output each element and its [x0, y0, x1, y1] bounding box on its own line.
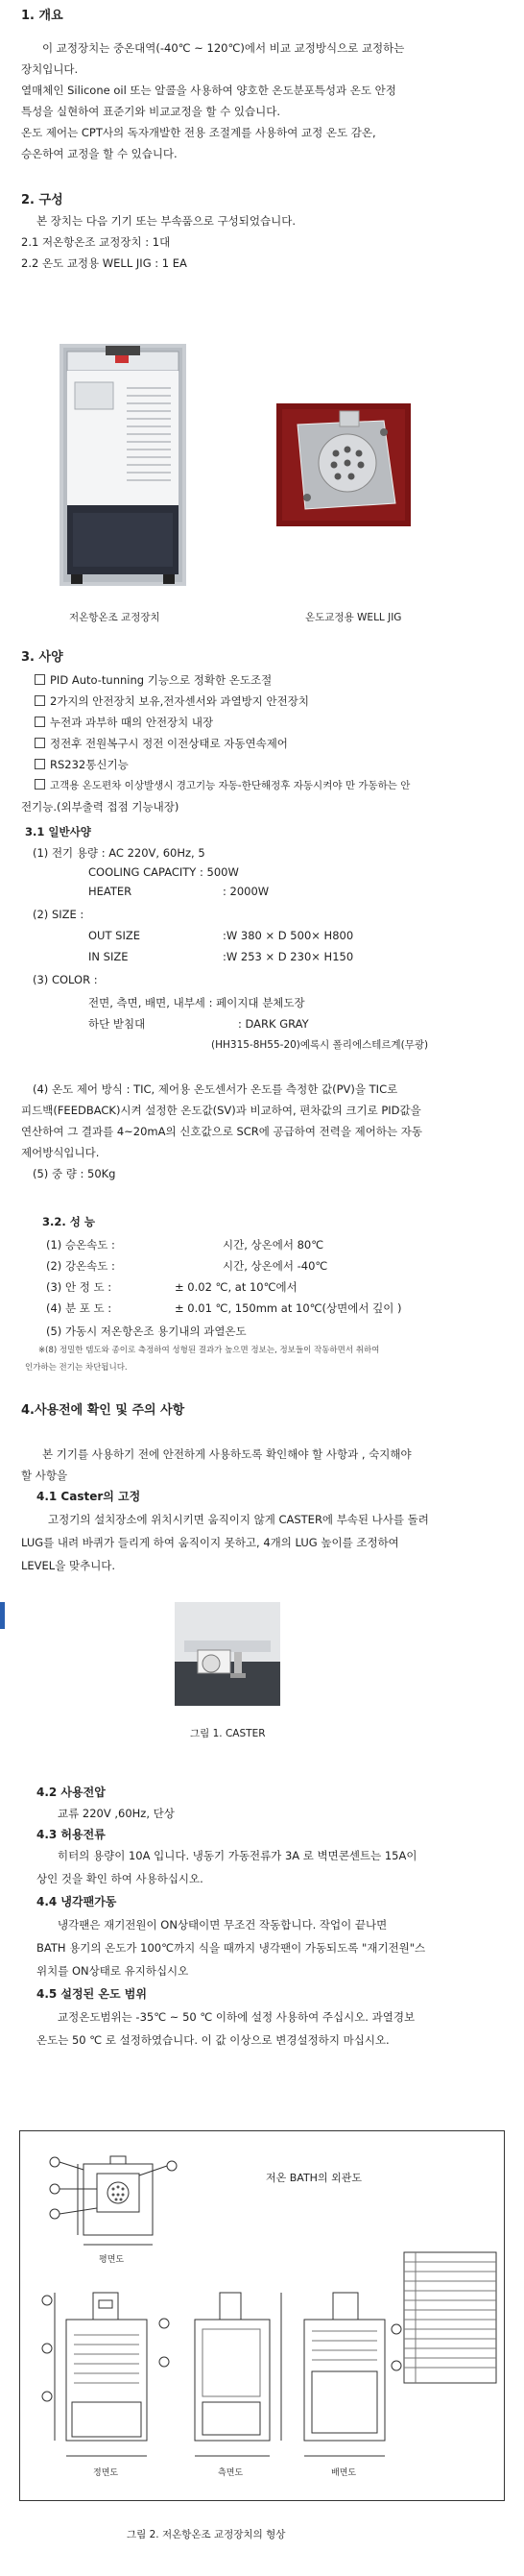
s1-line-1: 이 교정장치는 중온대역(-40℃ ~ 120℃)에서 비교 교정방식으로 교정하는 [42, 41, 405, 55]
label-front-view: 정면도 [93, 2468, 119, 2478]
spec-check-2: 2가지의 안전장치 보유,전자센서와 과열방지 안전장치 [35, 693, 309, 709]
section-3-title: 3. 사양 [21, 650, 63, 665]
perf-4-value: ± 0.01 ℃, 150mm at 10℃(상면에서 깊이 ) [175, 1301, 402, 1315]
label-back-view: 배면도 [331, 2468, 357, 2478]
perf-3-value: ± 0.02 ℃, at 10℃에서 [175, 1280, 298, 1294]
s42-title: 4.2 사용전압 [36, 1786, 106, 1799]
note-line-1: ※(8) 정밀한 템도와 종이로 측정하여 성형된 결과가 높으면 정보는, 정보들이 작동하면서 취하여 [38, 1346, 380, 1355]
spec-check-4: 정전후 전원복구시 정전 이전상태로 자동연속제어 [35, 736, 288, 751]
s2-intro: 본 장치는 다음 기기 또는 부속품으로 구성되었습니다. [36, 214, 296, 228]
section-4-title: 4.사용전에 확인 및 주의 사항 [21, 1403, 185, 1418]
fig1-caption: 그림 1. CASTER [190, 1728, 266, 1739]
spec-insize-value: :W 253 × D 230× H150 [223, 950, 354, 963]
spec-heater-key: HEATER [88, 885, 132, 898]
checkbox-icon [35, 717, 45, 727]
s31-title: 3.1 일반사양 [25, 825, 91, 838]
s45-title: 4.5 설정된 온도 범위 [36, 1987, 147, 2001]
s43-line-1: 히터의 용량이 10A 입니다. 냉동기 가동전류가 3A 로 벽면콘센트는 15A이 [58, 1849, 417, 1862]
section-1-title: 1. 개요 [21, 9, 63, 23]
s45-line-1: 교정온도범위는 -35℃ ~ 50 ℃ 이하에 설정 사용하여 주십시오. 과열경보 [58, 2010, 416, 2024]
spec-color-1: 전면, 측면, 배면, 내부세 : 페이지대 분체도장 [88, 996, 305, 1009]
s1-line-4: 특성을 실현하여 표준기와 비교교정을 할 수 있습니다. [21, 105, 280, 118]
checkbox-icon [35, 695, 45, 706]
perf-3-key: (3) 안 정 도 : [46, 1280, 112, 1294]
photo-caption-cabinet: 저온항온조 교정장치 [69, 612, 160, 623]
spec-check-6-cont: 전기능.(외부출력 접점 기능내장) [21, 800, 179, 814]
s2-item-1: 2.1 저온항온조 교정장치 : 1대 [21, 235, 171, 249]
s1-line-6: 승온하여 교정을 할 수 있습니다. [21, 147, 178, 160]
spec-outsize-value: :W 380 × D 500× H800 [223, 929, 354, 942]
drawing-svg [20, 2131, 504, 2500]
s2-item-2: 2.2 온도 교정용 WELL JIG : 1 EA [21, 256, 187, 270]
perf-2-key: (2) 강온속도 : [46, 1259, 115, 1273]
perf-1-key: (1) 승온속도 : [46, 1238, 115, 1252]
drawing-title: 저온 BATH의 외관도 [266, 2172, 362, 2184]
s41-title: 4.1 Caster의 고정 [36, 1490, 141, 1503]
section-2-title: 2. 구성 [21, 193, 63, 207]
perf-1-value: 시간, 상온에서 80℃ [223, 1238, 324, 1252]
checkbox-icon [35, 674, 45, 685]
s44-line-3: 위치를 ON상태로 유지하십시오 [36, 1964, 189, 1978]
spec-check-3: 누전과 과부하 때의 안전장치 내장 [35, 715, 213, 730]
perf-5: (5) 가동시 저온항온조 용기내의 과열온도 [46, 1324, 247, 1338]
checkbox-icon [35, 759, 45, 769]
s32-title: 3.2. 성 능 [42, 1215, 95, 1228]
spec-power: (1) 전기 용량 : AC 220V, 60Hz, 5 [33, 846, 205, 860]
exterior-drawing [19, 2130, 505, 2501]
s1-line-2: 장치입니다. [21, 62, 79, 76]
s1-line-3: 열매체인 Silicone oil 또는 알콜을 사용하여 양호한 온도분포특성과 온도 안정 [21, 84, 396, 97]
label-side-view: 측면도 [218, 2468, 244, 2478]
caster-photo [175, 1602, 280, 1706]
s43-line-2: 상인 것을 확인 하여 사용하십시오. [36, 1872, 203, 1885]
s44-title: 4.4 냉각팬가동 [36, 1895, 117, 1908]
perf-2-value: 시간, 상온에서 -40℃ [223, 1259, 328, 1273]
spec-color: (3) COLOR : [33, 973, 98, 986]
perf-4-key: (4) 분 포 도 : [46, 1301, 112, 1315]
s4-intro-2: 할 사항을 [21, 1469, 68, 1482]
spec-outsize-key: OUT SIZE [88, 929, 140, 942]
spec-check-5: RS232통신기능 [35, 757, 129, 772]
photo-caption-jig: 온도교정용 WELL JIG [305, 612, 402, 623]
spec-weight: (5) 중 량 : 50Kg [33, 1167, 116, 1180]
checkbox-icon [35, 738, 45, 748]
note-line-2: 인가하는 전기는 차단됩니다. [25, 1363, 128, 1373]
spec-check-6: 고객용 온도편차 이상발생시 경고기능 자동-한단해정후 자동시켜야 만 가동하는 안 [35, 778, 410, 793]
ctrl-line-3: 연산하여 그 결과를 4~20mA의 신호값으로 SCR에 공급하여 전력을 제어하는 자동 [21, 1125, 422, 1138]
spec-color-2-key: 하단 받침대 [88, 1017, 146, 1031]
s1-line-5: 온도 제어는 CPT사의 독자개발한 전용 조절계를 사용하여 교정 온도 감온, [21, 126, 376, 139]
s42-text: 교류 220V ,60Hz, 단상 [58, 1807, 175, 1820]
spec-check-1: PID Auto-tunning 기능으로 정확한 온도조절 [35, 672, 272, 688]
ctrl-line-1: (4) 온도 제어 방식 : TIC, 제어용 온도센서가 온도를 측정한 값(PV)을 TIC로 [33, 1082, 398, 1096]
s44-line-2: BATH 용기의 온도가 100℃까지 식을 때까지 냉각팬이 가동되도록 "재기전원"스 [36, 1941, 426, 1955]
s44-line-1: 냉각팬은 재기전원이 ON상태이면 무조건 작동합니다. 작업이 끝나면 [58, 1918, 388, 1932]
s43-title: 4.3 허용전류 [36, 1828, 106, 1841]
checkbox-icon [35, 779, 45, 790]
label-top-view: 평면도 [99, 2255, 125, 2265]
s41-line-3: LEVEL을 맞추니다. [21, 1559, 116, 1572]
s4-intro-1: 본 기기를 사용하기 전에 안전하게 사용하도록 확인해야 할 사항과 , 숙지해야 [42, 1447, 412, 1461]
spec-color-3: (HH315-8H55-20)예록시 폴리에스테르계(무광) [211, 1039, 429, 1051]
spec-size: (2) SIZE : [33, 908, 84, 921]
ctrl-line-2: 피드백(FEEDBACK)시켜 설정한 온도값(SV)과 비교하여, 편차값의 크기로 PID값을 [21, 1104, 421, 1117]
s45-line-2: 온도는 50 ℃ 로 설정하였습니다. 이 값 이상으로 변경설정하지 마십시오. [36, 2033, 390, 2047]
well-jig-photo [276, 403, 411, 526]
s41-line-2: LUG를 내려 바퀴가 들리게 하여 움직이지 못하고, 4개의 LUG 높이를 조정하여 [21, 1536, 399, 1549]
spec-color-2-value: : DARK GRAY [238, 1017, 309, 1031]
s41-line-1: 고정기의 설치장소에 위치시키면 움직이지 않게 CASTER에 부속된 나사를 돌려 [48, 1513, 429, 1526]
spec-cooling: COOLING CAPACITY : 500W [88, 865, 239, 879]
ctrl-line-4: 제어방식입니다. [21, 1146, 100, 1159]
cabinet-photo [60, 344, 186, 586]
spec-insize-key: IN SIZE [88, 950, 129, 963]
edge-marker [0, 1602, 5, 1629]
fig2-caption: 그림 2. 저온항온조 교정장치의 형상 [127, 2529, 286, 2540]
spec-heater-value: : 2000W [223, 885, 270, 898]
